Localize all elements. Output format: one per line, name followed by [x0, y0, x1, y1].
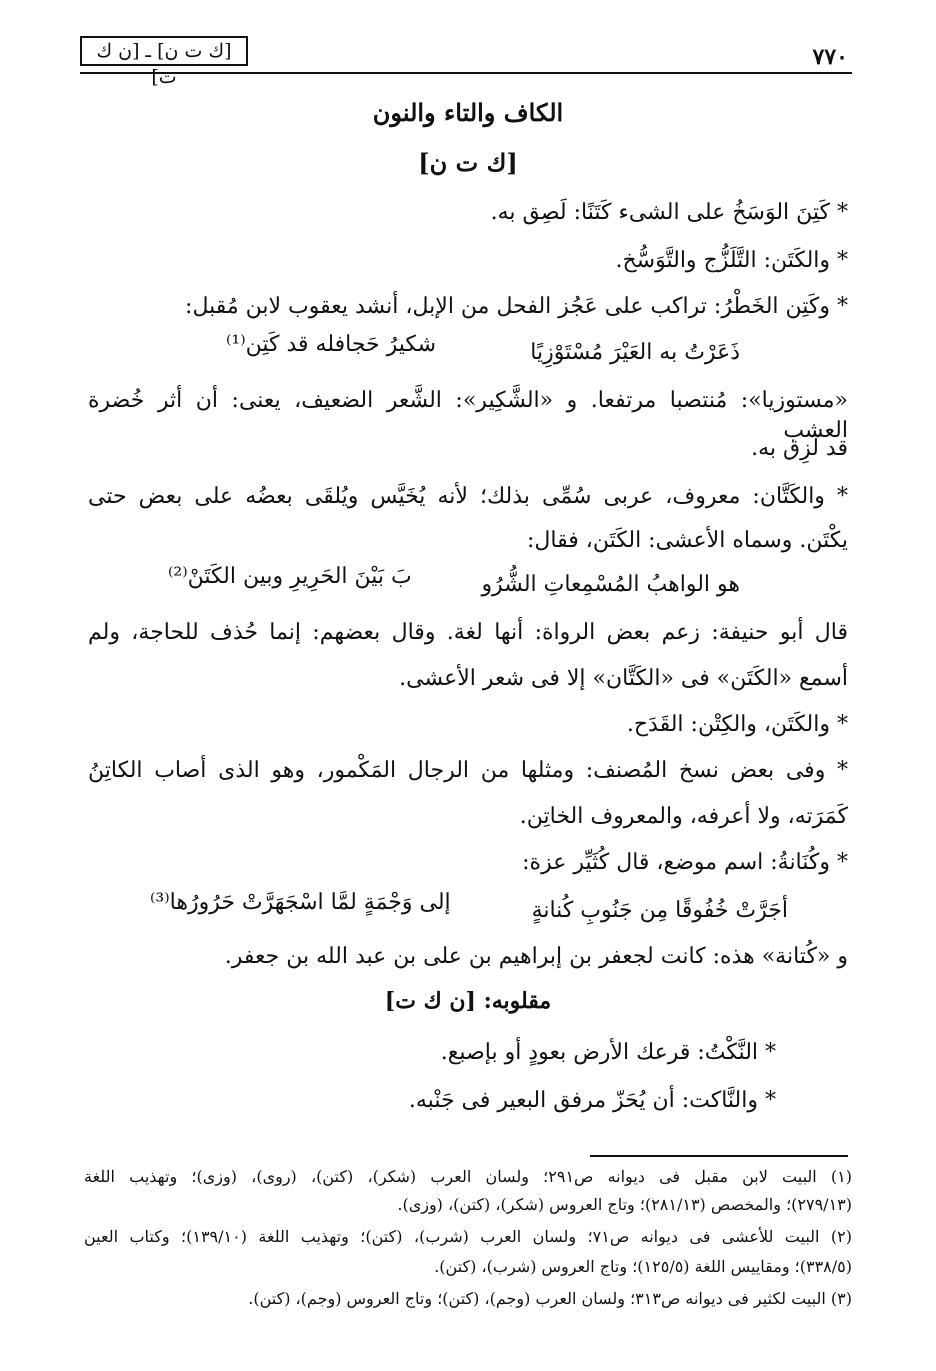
text-line: و «كُتانة» هذه: كانت لجعفر بن إبراهيم بن على بن عبد الله بن جعفر. — [224, 944, 848, 969]
text-line: * وكَتِن الخَطْرُ: تراكب على عَجُز الفحل من الإبل، أنشد يعقوب لابن مُقبل: — [185, 294, 848, 319]
header-rule — [80, 72, 852, 74]
text-line: * وفى بعض نسخ المُصنف: ومثلها من الرجال المَكْمور، وهو الذى أصاب الكاتِنُ — [88, 758, 848, 783]
footnote-line: (٣٣٨/٥)؛ ومقاييس اللغة (١٢٥/٥)؛ وتاج العروس (شرب)، (كتن). — [434, 1257, 852, 1276]
footnote-rule — [590, 1155, 848, 1157]
verse-first-hemistich: هو الواهبُ المُسْمِعاتِ الشُّرُو — [481, 572, 740, 597]
text-line: * والكَتَن، والكِتْن: القَدَح. — [626, 712, 848, 737]
verse-second-hemistich: بَ بَيْنَ الحَرِيرِ وبين الكَتَنْ⁽²⁾ — [168, 564, 412, 589]
verse-second-hemistich: شكيرُ حَجافله قد كَتِن⁽¹⁾ — [226, 332, 436, 357]
verse-second-hemistich: إلى وَجْمَةٍ لمَّا اسْجَهَرَّتْ حَرُورُها⁽³⁾ — [150, 890, 451, 915]
text-line: «مستوزيا»: مُنتصبا مرتفعا. و «الشَّكِير»: الشَّعر الضعيف، يعنى: أن أثر خُضرة العشب — [88, 388, 848, 443]
footnote-line: (٢) البيت للأعشى فى ديوانه ص٧١؛ ولسان العرب (شرب)، (كتن)؛ وتهذيب اللغة (١٣٩/١٠)؛ وكتاب العين — [84, 1227, 853, 1246]
inverted-root-heading: مقلوبه: [ن ك ت] — [384, 988, 552, 1014]
text-line: * والكَتَّان: معروف، عربى سُمِّى بذلك؛ لأنه يُخَيَّس ويُلقَى بعضُه على بعض حتى — [88, 484, 848, 509]
text-line: يكْتَن. وسماه الأعشى: الكَتَن، فقال: — [527, 528, 848, 553]
text-line: قد لَزِق به. — [751, 436, 848, 461]
text-line: * كَتِنَ الوَسَخُ على الشىء كَتَنًا: لَصِق به. — [490, 200, 848, 225]
verse-first-hemistich: أجَرَّتْ خُفُوقًا مِن جَنُوبِ كُنانةٍ — [531, 898, 788, 923]
footnote-line: (١) البيت لابن مقبل فى ديوانه ص٢٩١؛ ولسان العرب (شكر)، (كتن)، (روى)، (وزى)؛ وتهذيب اللغة — [84, 1167, 852, 1186]
text-line: * النَّكْتُ: قرعك الأرض بعودٍ أو بإصبع. — [440, 1040, 776, 1065]
page-number: ٧٧٠ — [812, 44, 848, 70]
text-line: أسمع «الكَتَن» فى «الكَتَّان» إلا فى شعر الأعشى. — [399, 666, 848, 691]
footnote-line: (٢٧٩/١٣)؛ والمخصص (٢٨١/١٣)؛ وتاج العروس (شكر)، (كتن)، (وزى). — [397, 1195, 852, 1214]
chapter-heading: الكاف والتاء والنون — [372, 98, 564, 127]
footnote-line: (٣) البيت لكثير فى ديوانه ص٣١٣؛ ولسان العرب (وجم)، (كتن)؛ وتاج العروس (وجم)، (كتن). — [248, 1289, 852, 1308]
text-line: * والنَّاكت: أن يُحَزّ مرفق البعير فى جَنْبه. — [408, 1088, 776, 1113]
running-title: [ك ت ن] ـ [ن ك ت] — [80, 36, 248, 66]
text-line: * وكُنَانةُ: اسم موضع، قال كُثَيِّر عزة: — [522, 850, 848, 875]
root-heading: [ك ت ن] — [418, 148, 518, 177]
text-line: قال أبو حنيفة: زعم بعض الرواة: أنها لغة. وقال بعضهم: إنما حُذف للحاجة، ولم — [88, 620, 848, 645]
verse-first-hemistich: ذَعَرْتُ به العَيْرَ مُسْتَوْزِيًا — [530, 340, 740, 365]
text-line: كَمَرَته، ولا أعرفه، والمعروف الخاتِن. — [519, 804, 848, 829]
text-line: * والكَتَن: التَّلَزُّج والتَّوَسُّخ. — [615, 248, 848, 273]
